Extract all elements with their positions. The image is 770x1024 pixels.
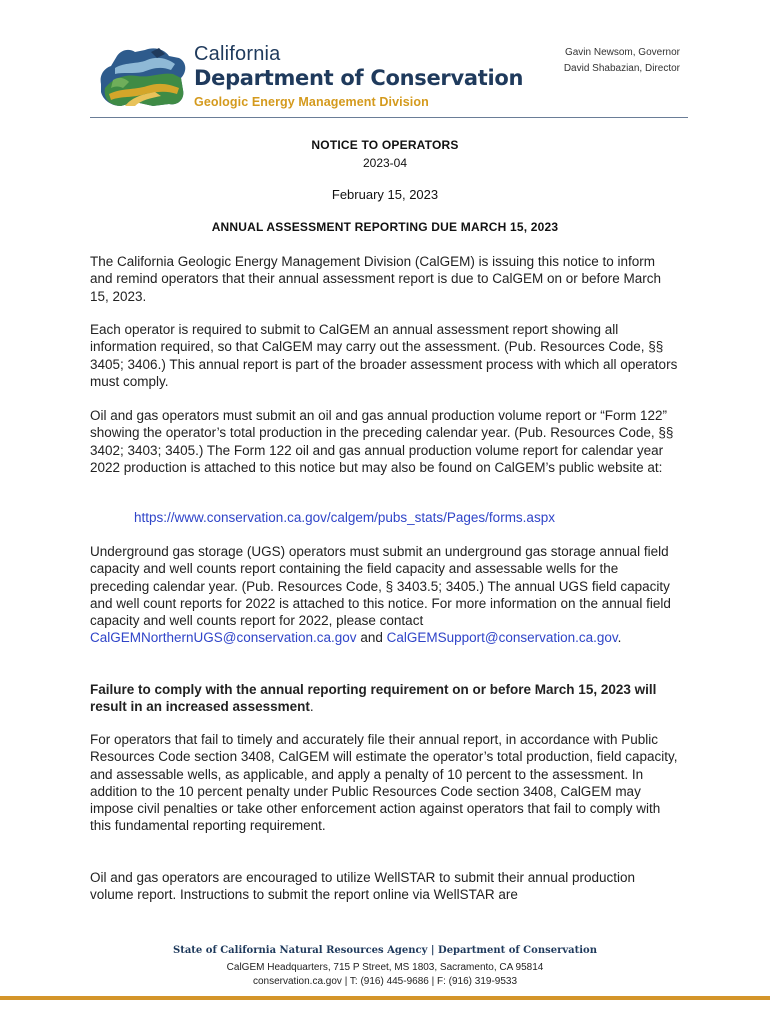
paragraph-penalty <box>90 731 680 835</box>
ugs-text: Underground gas storage (UGS) operators must submit an underground gas storage annual field capacity and well counts report containing the field capacity and assessable wells for the preceding calendar year. (Pub. Resources Code, § 3403.5; 3405.) The annual UGS field capacity and well count reports for 2022 is attached to this notice. For more information on the annual field capacity and well counts report for 2022, please contact <box>90 544 671 629</box>
paragraph-wellstar <box>90 869 680 904</box>
forms-page-link[interactable]: https://www.conservation.ca.gov/calgem/pubs_stats/Pages/forms.aspx <box>134 510 555 525</box>
northern-ugs-email-link[interactable]: CalGEMNorthernUGS@conservation.ca.gov <box>90 630 357 646</box>
org-division: Geologic Energy Management Division <box>194 95 429 109</box>
footer-divider <box>0 996 770 1000</box>
notice-number: 2023-04 <box>362 156 408 170</box>
paragraph-text <box>90 681 680 716</box>
footer-contact: conservation.ca.gov | T: (916) 445-9686 | F: (916) 319-9533 <box>252 976 518 987</box>
paragraph-requirement <box>90 321 680 390</box>
warning-end: . <box>309 699 314 715</box>
paragraph-form-122 <box>90 407 680 476</box>
warning-text: Failure to comply with the annual reporting requirement on or before March 15, 2023 will result in an increased assessment <box>90 682 657 715</box>
paragraph-intro <box>90 253 680 305</box>
notice-title: NOTICE TO OPERATORS <box>311 138 459 152</box>
paragraph-text: Oil and gas operators are encouraged to utilize WellSTAR to submit their annual production volume report. Instructions to submit the report online via WellSTAR are <box>90 870 636 903</box>
paragraph-text: Oil and gas operators must submit an oil and gas annual production volume report or “Form 122” showing the operator’s total production in the preceding calendar year. (Pub. Resources Code, §§ 3402; 3403; 3405.) The Form 122 oil and gas annual production volume report for calendar year 2022 production is attached to this notice but may also be found on CalGEM’s public website at: <box>90 408 674 475</box>
header-divider <box>90 117 688 118</box>
paragraph-failure-warning <box>90 681 680 716</box>
paragraph-text: For operators that fail to timely and accurately file their annual report, in accordance with Public Resources Code section 3408, CalGEM will estimate the operator’s total production, field capacity, and assessable wells, as applicable, and apply a penalty of 10 percent to the assessment. In addition to the 10 percent penalty under Public Resources Code section 3408, CalGEM may impose civil penalties or take other enforcement action against operators that fail to comply with this fundamental reporting requirement. <box>90 732 678 834</box>
paragraph-text: Each operator is required to submit to CalGEM an annual assessment report showing all information required, so that CalGEM may carry out the assessment. (Pub. Resources Code, §§ 3405; 3406.) This annual report is part of the broader assessment process with which all operators must comply. <box>90 322 678 389</box>
org-department: Department of Conservation <box>194 66 524 90</box>
director-name: David Shabazian, Director <box>563 63 680 74</box>
footer-address: CalGEM Headquarters, 715 P Street, MS 1803, Sacramento, CA 95814 <box>226 962 544 973</box>
governor-name: Gavin Newsom, Governor <box>564 47 680 58</box>
notice-date: February 15, 2023 <box>331 187 439 202</box>
support-email-link[interactable]: CalGEMSupport@conservation.ca.gov <box>386 630 618 646</box>
notice-heading: ANNUAL ASSESSMENT REPORTING DUE MARCH 15, 2023 <box>211 220 559 234</box>
paragraph-text <box>90 543 680 647</box>
ugs-end: . <box>617 630 622 646</box>
california-conservation-logo <box>95 44 190 110</box>
organization-name <box>194 44 523 109</box>
officials <box>564 45 680 77</box>
paragraph-ugs <box>90 543 680 647</box>
ugs-and: and <box>356 630 387 646</box>
org-state: California <box>194 43 281 65</box>
paragraph-text: The California Geologic Energy Management Division (CalGEM) is issuing this notice to inform and remind operators that their annual assessment report is due to CalGEM on or before March 15, 2023. <box>90 254 662 304</box>
footer-agency: State of California Natural Resources Agency | Department of Conservation <box>172 945 597 956</box>
